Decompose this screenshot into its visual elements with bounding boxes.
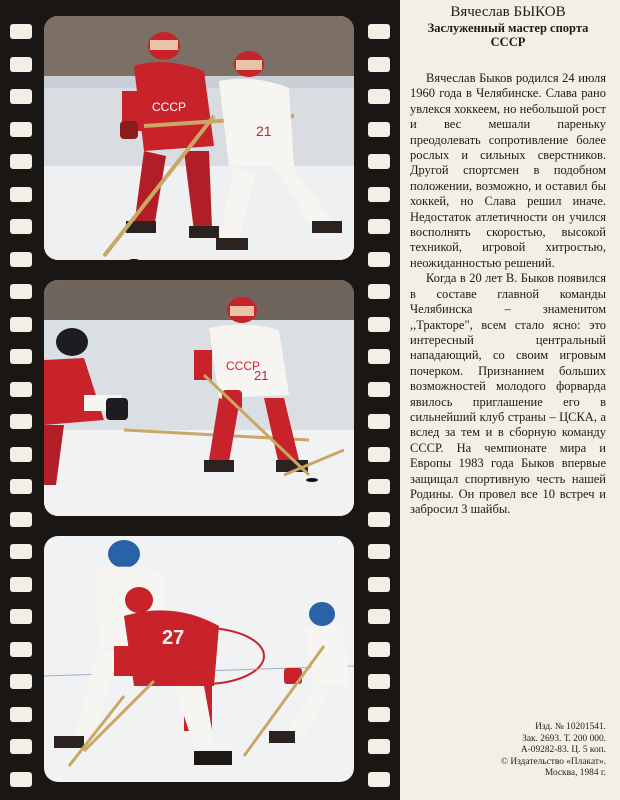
sprocket-hole	[368, 479, 390, 494]
sprocket-hole	[368, 57, 390, 72]
sprocket-hole	[10, 154, 32, 169]
sprocket-hole	[10, 642, 32, 657]
jersey-number-1: 21	[256, 123, 272, 139]
player-name: Вячеслав БЫКОВ	[450, 4, 566, 20]
imprint-line: Зак. 2693. Т. 200 000.	[522, 733, 606, 744]
photo-frame-3	[44, 536, 354, 782]
hockey-photo-1	[44, 16, 354, 260]
player-title-line2: СССР	[490, 35, 526, 49]
biography-paragraph: Когда в 20 лет В. Быков появился в составе главной команды Челябинска – знаменитом ,,Тракторе", всем стало ясно: это интересный центральный нападающий, со своим игровым почерком. Признанием больших возможностей молодого форварда явилось приглашение его в сильнейший клуб страны – ЦСКА, а вслед за тем и в сборную команду СССР. На чемпионате мира и Европы 1983 года Быков впервые защищал спортивную честь нашей Родины. Он провел все 10 встреч и забросил 3 шайбы.	[410, 271, 606, 517]
sprocket-hole	[10, 89, 32, 104]
sprocket-hole	[10, 57, 32, 72]
jersey-text-2: CCCP	[226, 359, 261, 373]
sprocket-hole	[368, 544, 390, 559]
sprocket-hole	[368, 512, 390, 527]
sprocket-hole	[10, 544, 32, 559]
sprocket-hole	[368, 609, 390, 624]
sprocket-hole	[368, 154, 390, 169]
sprocket-hole	[368, 317, 390, 332]
sprocket-hole	[368, 414, 390, 429]
sprocket-hole	[10, 447, 32, 462]
imprint-line: А-09282-83. Ц. 5 коп.	[520, 745, 606, 756]
sprocket-hole	[10, 609, 32, 624]
sprocket-hole	[10, 252, 32, 267]
sprocket-hole	[368, 739, 390, 754]
jersey-number-3: 27	[162, 627, 185, 649]
sprocket-hole	[368, 122, 390, 137]
sprocket-hole	[368, 187, 390, 202]
article	[410, 4, 606, 518]
sprocket-hole	[10, 707, 32, 722]
publication-imprint	[420, 722, 606, 780]
sprocket-hole	[368, 772, 390, 787]
jersey-text-1: CCCP	[152, 100, 187, 114]
sprocket-hole	[10, 187, 32, 202]
sprocket-hole	[368, 24, 390, 39]
imprint-line: Москва, 1984 г.	[544, 768, 606, 779]
biography	[410, 71, 606, 518]
sprocket-hole	[10, 349, 32, 364]
sprocket-hole	[10, 674, 32, 689]
sprocket-hole	[368, 89, 390, 104]
imprint-line: © Издательство «Плакат».	[500, 756, 606, 767]
sprocket-hole	[368, 447, 390, 462]
sprocket-hole	[10, 577, 32, 592]
sprocket-hole	[368, 707, 390, 722]
sprocket-hole	[368, 219, 390, 234]
sprocket-hole	[10, 317, 32, 332]
sprocket-hole	[10, 512, 32, 527]
sprocket-hole	[368, 284, 390, 299]
hockey-photo-3	[44, 536, 354, 782]
sprocket-hole	[10, 24, 32, 39]
sprocket-hole	[368, 252, 390, 267]
sprocket-hole	[368, 674, 390, 689]
sprocket-hole	[368, 349, 390, 364]
sprocket-hole	[368, 577, 390, 592]
sprocket-hole	[10, 479, 32, 494]
sprocket-hole	[10, 739, 32, 754]
player-title-line1: Заслуженный мастер спорта	[427, 21, 589, 35]
sprocket-hole	[10, 219, 32, 234]
sprocket-hole	[368, 382, 390, 397]
sprocket-hole	[10, 284, 32, 299]
hockey-photo-2	[44, 280, 354, 516]
sprocket-hole	[10, 122, 32, 137]
photo-frame-2	[44, 280, 354, 516]
sprocket-hole	[368, 642, 390, 657]
sprocket-hole	[10, 382, 32, 397]
sprocket-hole	[10, 414, 32, 429]
imprint-line: Изд. № 10201541.	[535, 722, 606, 732]
photo-frame-1	[44, 16, 354, 260]
sprocket-hole	[10, 772, 32, 787]
biography-paragraph: Вячеслав Быков родился 24 июля 1960 года в Челябинске. Слава рано увлекся хоккеем, но небольшой рост и вес мешали пареньку преодолевать сопротивление более рослых и сильных сверстников. Другой спортсмен в подобном положении, возможно, и оставил бы хоккей, но Слава решил иначе. Недостаток атлетичности он учился восполнять скоростью, высокой техникой, игровой хитростью, неожиданностью решений.	[410, 71, 606, 270]
jersey-number-2: 21	[254, 368, 269, 383]
